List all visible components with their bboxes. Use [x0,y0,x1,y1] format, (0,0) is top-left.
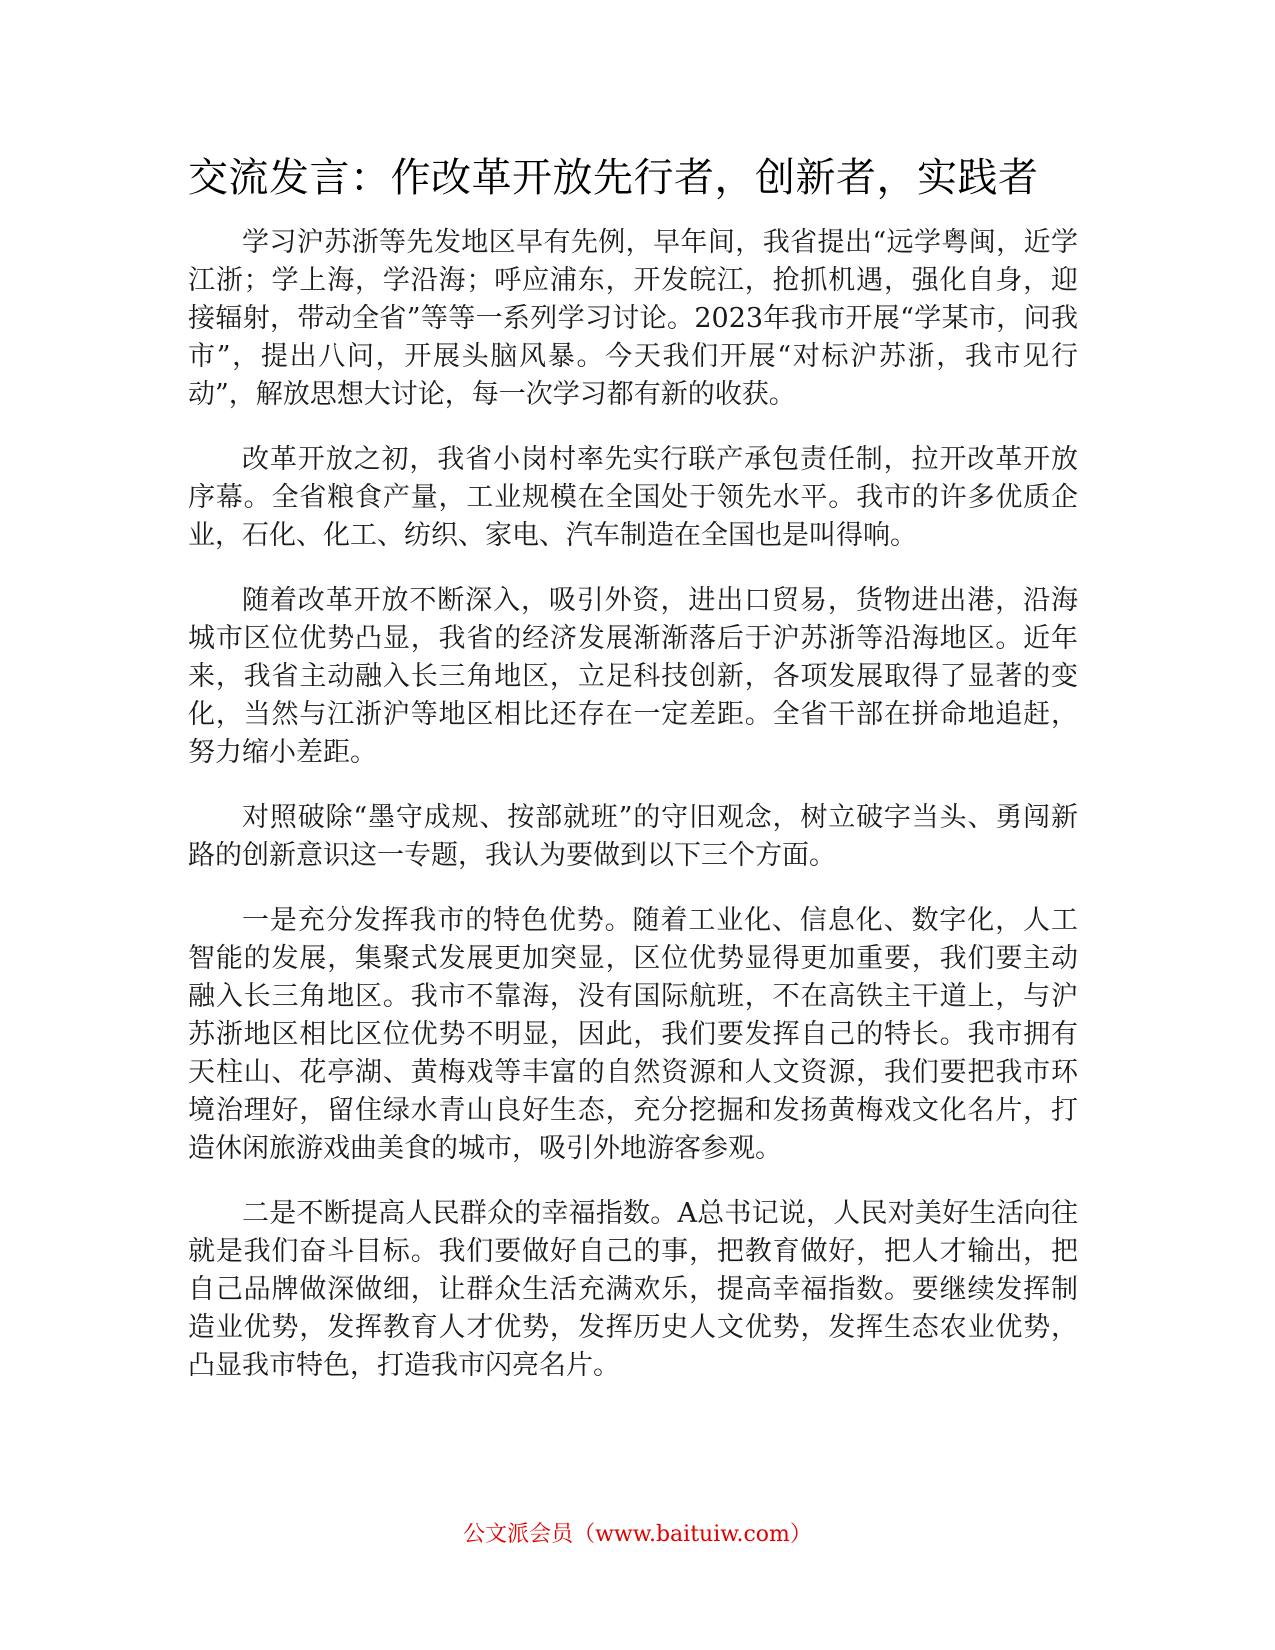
paragraph-6: 二是不断提高人民群众的幸福指数。A总书记说，人民对美好生活向往就是我们奋斗目标。我们要做好自己的事，把教育做好，把人才输出，把自己品牌做深做细，让群众生活充满欢乐，提高幸福指数。要继续发挥制造业优势，发挥教育人才优势，发挥历史人文优势，发挥生态农业优势，凸显我市特色，打造我市闪亮名片。 [188,1198,1078,1381]
document-body [188,150,1078,1412]
paragraph-3: 随着改革开放不断深入，吸引外资，进出口贸易，货物进出港，沿海城市区位优势凸显，我省的经济发展渐渐落后于沪苏浙等沿海地区。近年来，我省主动融入长三角地区，立足科技创新，各项发展取得了显著的变化，当然与江浙沪等地区相比还存在一定差距。全省干部在拼命地追赶，努力缩小差距。 [188,585,1078,768]
document-title: 交流发言：作改革开放先行者，创新者，实践者 [188,155,1039,201]
paragraph-1: 学习沪苏浙等先发地区早有先例，早年间，我省提出“远学粤闽，近学江浙；学上海，学沿海；呼应浦东，开发皖江，抢抓机遇，强化自身，迎接辐射，带动全省”等等一系列学习讨论。2023年我市开展“学某市，问我市”，提出八问，开展头脑风暴。今天我们开展“对标沪苏浙，我市见行动”，解放思想大讨论，每一次学习都有新的收获。 [188,227,1078,410]
paragraph-4: 对照破除“墨守成规、按部就班”的守旧观念，树立破字当头、勇闯新路的创新意识这一专题，我认为要做到以下三个方面。 [188,802,1078,871]
paragraph-5: 一是充分发挥我市的特色优势。随着工业化、信息化、数字化，人工智能的发展，集聚式发展更加突显，区位优势显得更加重要，我们要主动融入长三角地区。我市不靠海，没有国际航班，不在高铁主干道上，与沪苏浙地区相比区位优势不明显，因此，我们要发挥自己的特长。我市拥有天柱山、花亭湖、黄梅戏等丰富的自然资源和人文资源，我们要把我市环境治理好，留住绿水青山良好生态，充分挖掘和发扬黄梅戏文化名片，打造休闲旅游戏曲美食的城市，吸引外地游客参观。 [188,905,1078,1164]
paragraph-2: 改革开放之初，我省小岗村率先实行联产承包责任制，拉开改革开放序幕。全省粮食产量，工业规模在全国处于领先水平。我市的许多优质企业，石化、化工、纺织、家电、汽车制造在全国也是叫得响。 [188,444,1078,551]
footer-watermark-text: 公文派会员（www.baituiw.com） [463,1522,812,1547]
